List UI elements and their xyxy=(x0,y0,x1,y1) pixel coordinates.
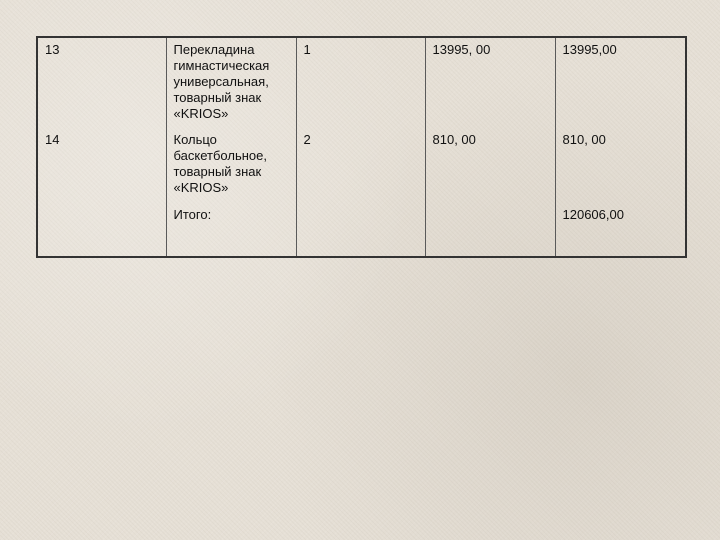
quantity-cell: 2 xyxy=(296,128,425,203)
items-table xyxy=(36,36,687,258)
row-number-cell: 13 xyxy=(37,37,166,128)
total-row xyxy=(37,203,686,257)
empty-cell xyxy=(296,203,425,257)
item-name-cell: Перекладина гимнастическая универсальная, товарный знак «KRIOS» xyxy=(166,37,296,128)
table-row xyxy=(37,128,686,203)
sum-cell: 810, 00 xyxy=(555,128,686,203)
row-number-cell: 14 xyxy=(37,128,166,203)
total-sum-cell: 120606,00 xyxy=(555,203,686,257)
total-label-cell: Итого: xyxy=(166,203,296,257)
quantity-cell: 1 xyxy=(296,37,425,128)
table-row xyxy=(37,37,686,128)
empty-cell xyxy=(37,203,166,257)
item-name-cell: Кольцо баскетбольное, товарный знак «KRIOS» xyxy=(166,128,296,203)
price-cell: 810, 00 xyxy=(425,128,555,203)
empty-cell xyxy=(425,203,555,257)
price-cell: 13995, 00 xyxy=(425,37,555,128)
sum-cell: 13995,00 xyxy=(555,37,686,128)
